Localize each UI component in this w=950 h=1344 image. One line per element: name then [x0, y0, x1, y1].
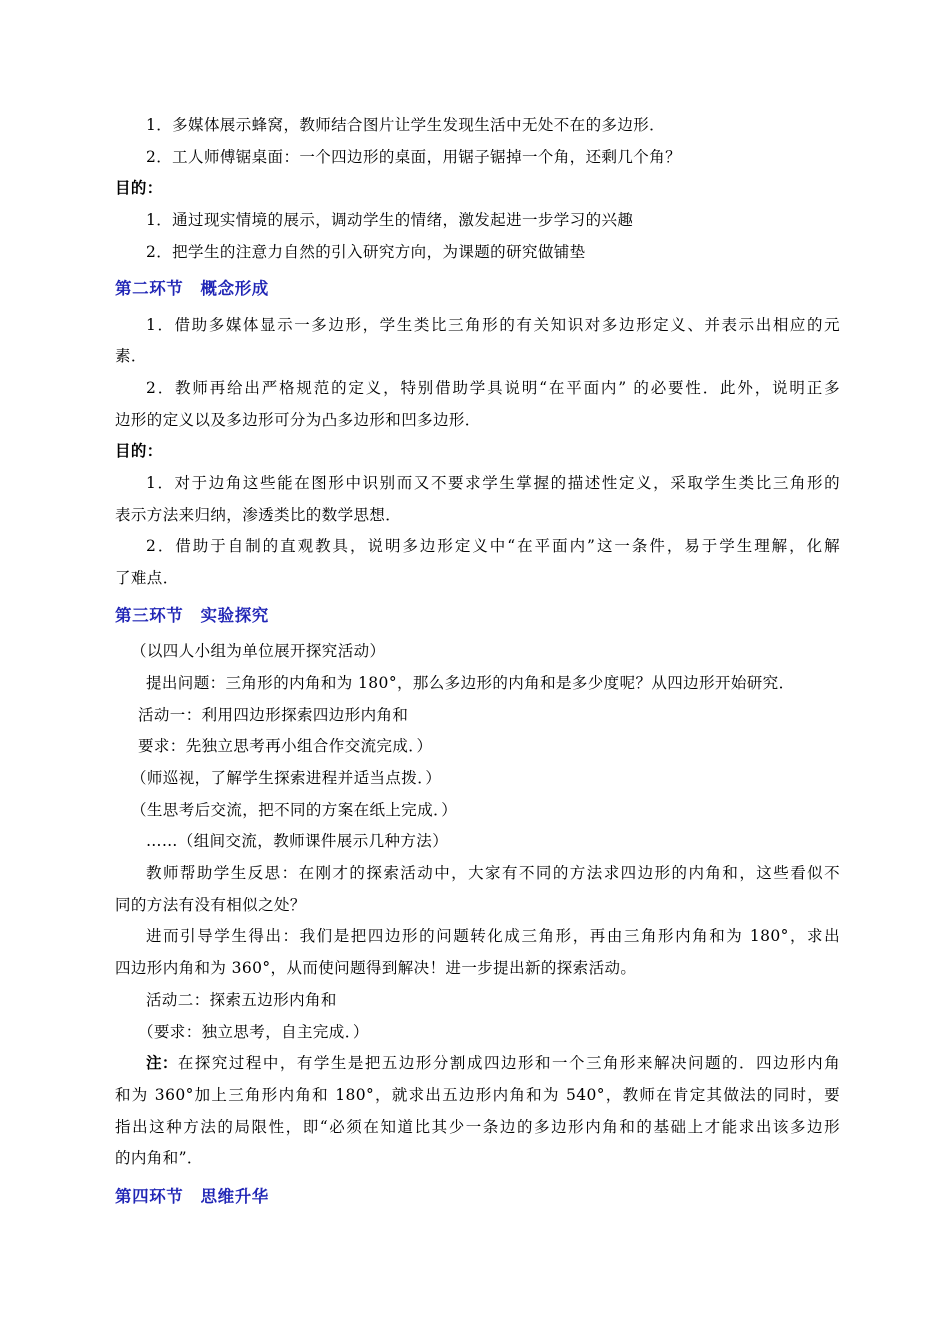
s2-q2-line2: 了难点． — [115, 569, 179, 587]
s3-note-line4: 的内角和”． — [115, 1149, 203, 1167]
s3-line-2: 提出问题：三角形的内角和为 180°，那么多边形的内角和是多少度呢？从四边形开始研究． — [146, 674, 795, 692]
s3-line-8a: 教师帮助学生反思：在刚才的探索活动中，大家有不同的方法求四边形的内角和，这些看似不 — [146, 864, 840, 882]
s3-note-line2: 和为 360°加上三角形内角和 180°，就求出五边形内角和为 540°，教师在肯定其做法的同时，要 — [115, 1086, 840, 1104]
section-heading-3: 第三环节 实验探究 — [115, 606, 269, 625]
s3-line-4: 要求：先独立思考再小组合作交流完成．） — [138, 737, 433, 755]
note-label: 注： — [146, 1054, 178, 1072]
section-heading-2: 第二环节 概念形成 — [115, 279, 269, 298]
s3-line-3: 活动一：利用四边形探索四边形内角和 — [138, 706, 409, 724]
s3-line-9b: 四边形内角和为 360°，从而使问题得到解决！进一步提出新的探索活动。 — [115, 959, 637, 977]
s3-line-7: ……（组间交流，教师课件展示几种方法） — [146, 832, 449, 850]
s3-line-5: （师巡视，了解学生探索进程并适当点拨．） — [131, 769, 442, 787]
s2-p1-line2: 素． — [115, 347, 147, 365]
s3-line-11: （要求：独立思考，自主完成．） — [138, 1023, 369, 1041]
s2-q1-line2: 表示方法来归纳，渗透类比的数学思想． — [115, 506, 402, 524]
s2-q2-line1: 2．借助于自制的直观教具，说明多边形定义中“在平面内”这一条件，易于学生理解，化解 — [146, 537, 840, 555]
s2-p2-line1: 2．教师再给出严格规范的定义，特别借助学具说明“在平面内” 的必要性．此外，说明正多 — [146, 379, 840, 397]
s2-p2-line2: 边形的定义以及多边形可分为凸多边形和凹多边形． — [115, 411, 481, 429]
s3-line-8b: 同的方法有没有相似之处？ — [115, 896, 306, 914]
s3-line-9a: 进而引导学生得出：我们是把四边形的问题转化成三角形，再由三角形内角和为 180°，求出 — [146, 927, 840, 945]
s2-p1-line1: 1．借助多媒体显示一多边形，学生类比三角形的有关知识对多边形定义、并表示出相应的元 — [146, 316, 840, 334]
s3-line-1: （以四人小组为单位展开探究活动） — [131, 642, 386, 660]
note-text-1: 在探究过程中，有学生是把五边形分割成四边形和一个三角形来解决问题的．四边形内角 — [177, 1054, 840, 1072]
s3-note-line1 — [146, 1052, 840, 1074]
s2-q1-line1: 1．对于边角这些能在图形中识别而又不要求学生掌握的描述性定义，采取学生类比三角形的 — [146, 474, 840, 492]
s3-note-line3: 指出这种方法的局限性，即“必须在知道比其少一条边的多边形内角和的基础上才能求出该多边形 — [115, 1118, 840, 1136]
s1-purpose-label: 目的： — [115, 179, 163, 197]
s1-item-1: 1．多媒体展示蜂窝，教师结合图片让学生发现生活中无处不在的多边形． — [146, 116, 666, 134]
s3-line-6: （生思考后交流，把不同的方案在纸上完成．） — [131, 801, 458, 819]
s1-purpose-1: 1．通过现实情境的展示，调动学生的情绪，激发起进一步学习的兴趣 — [146, 211, 634, 229]
section-heading-4: 第四环节 思维升华 — [115, 1187, 269, 1206]
s1-purpose-2: 2．把学生的注意力自然的引入研究方向，为课题的研究做铺垫 — [146, 243, 586, 261]
s2-purpose-label: 目的： — [115, 442, 163, 460]
s1-item-2: 2．工人师傅锯桌面：一个四边形的桌面，用锯子锯掉一个角，还剩几个角？ — [146, 148, 681, 166]
s3-line-10: 活动二：探索五边形内角和 — [146, 991, 337, 1009]
